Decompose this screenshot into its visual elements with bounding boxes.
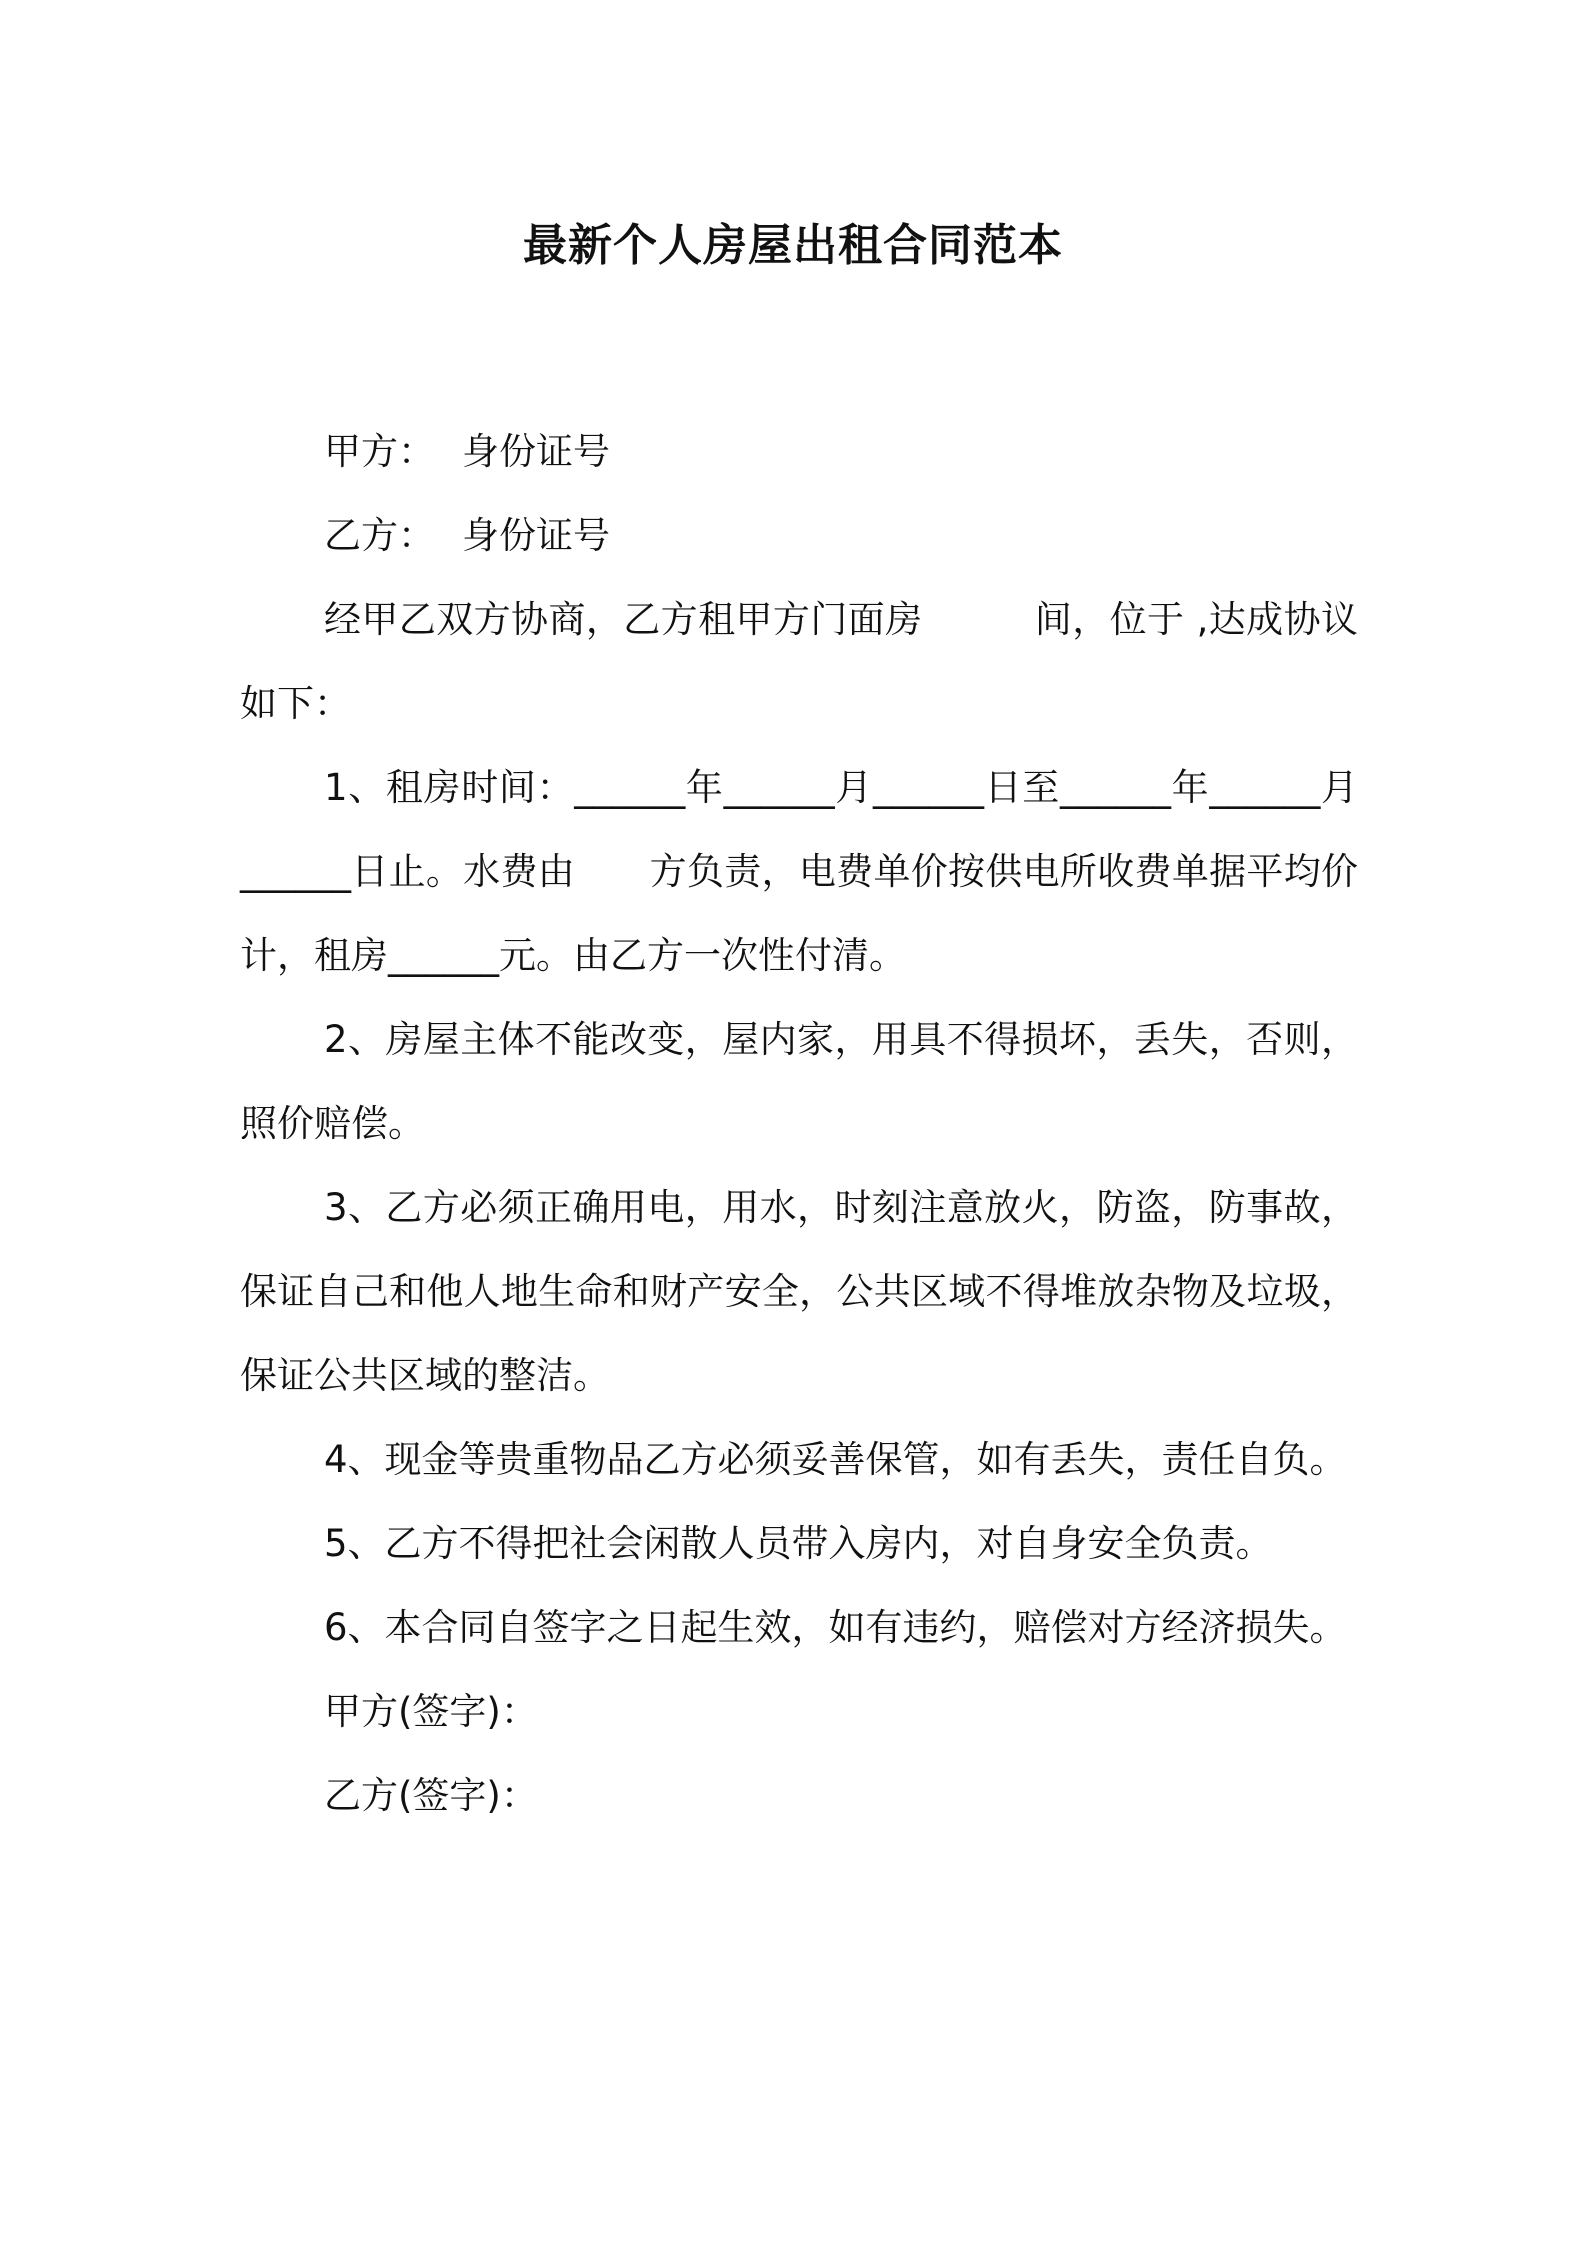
clause-6: 6、本合同自签字之日起生效，如有违约，赔偿对方经济损失。: [324, 1606, 1347, 1649]
party-a-id-label: 身份证号: [462, 430, 610, 473]
clause-3: 3、乙方必须正确用电，用水，时刻注意放火，防盗，防事故，保证自己和他人地生命和财产安全，公共区域不得堆放杂物及垃圾，保证公共区域的整洁。: [240, 1186, 1358, 1397]
intro-paragraph: 经甲乙双方协商，乙方租甲方门面房 间，位于 ,达成协议如下：: [240, 598, 1358, 725]
clause-4: 4、现金等贵重物品乙方必须妥善保管，如有丢失，责任自负。: [324, 1438, 1347, 1481]
signature-a-line: 甲方(签字)：: [324, 1690, 538, 1733]
party-a-label: 甲方：: [324, 430, 435, 473]
clause-5: 5、乙方不得把社会闲散人员带入房内，对自身安全负责。: [324, 1522, 1273, 1565]
party-b-id-label: 身份证号: [462, 514, 610, 557]
clause-2: 2、房屋主体不能改变，屋内家，用具不得损坏，丢失，否则，照价赔偿。: [240, 1018, 1358, 1145]
document-title: 最新个人房屋出租合同范本: [523, 220, 1063, 271]
signature-b-line: 乙方(签字)：: [324, 1774, 538, 1817]
party-b-label: 乙方：: [324, 514, 435, 557]
document-body: [240, 410, 1358, 1838]
party-b-line: [240, 494, 1358, 578]
clause-1: 1、租房时间：______年______月______日至______年______月______日止。水费由 方负责，电费单价按供电所收费单据平均价计，租房______元。由乙方一次性付清。: [240, 766, 1358, 977]
party-a-line: [240, 410, 1358, 494]
